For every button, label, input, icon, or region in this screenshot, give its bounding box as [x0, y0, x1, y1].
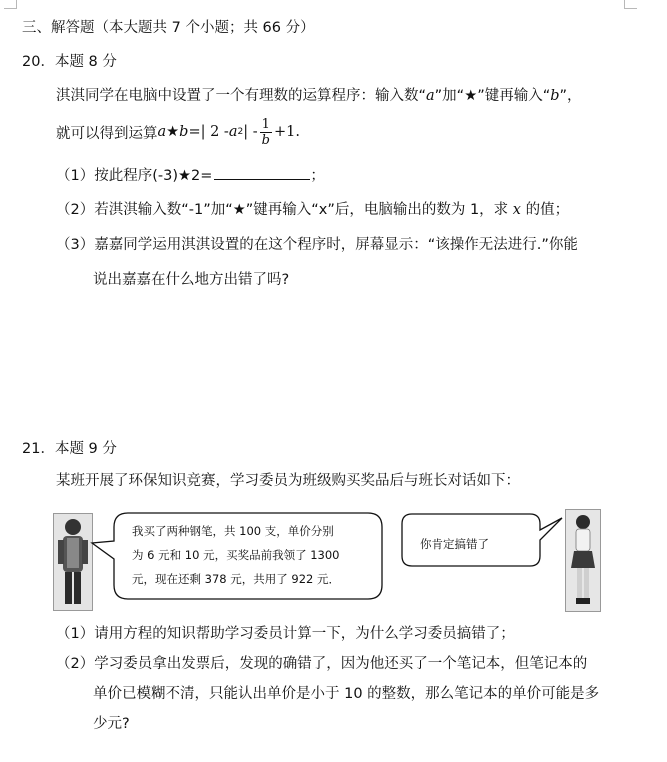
- answer-blank: [214, 167, 310, 180]
- page-corner-mark-left: [4, 0, 17, 9]
- q21-part2-cont-1: 单价已模糊不清，只能认出单价是小于 10 的整数，那么笔记本的单价可能是多: [93, 686, 600, 702]
- q20-intro: 淇淇同学在电脑中设置了一个有理数的运算程序：输入数“a”加“★”键再输入“b”，: [56, 88, 582, 104]
- student-boy-photo: [53, 513, 93, 611]
- q20-part2: （2）若淇淇输入数“-1”加“★”键再输入“x”后，电脑输出的数为 1，求 x 的值；: [56, 202, 570, 218]
- speech-bubble-right-text: 你肯定搞错了: [420, 537, 489, 551]
- speech-bubble-left-line-3: 元，现在还剩 378 元，共用了 922 元．: [132, 572, 341, 586]
- q20-fraction: $\frac{1}{b}$: [261, 116, 270, 148]
- q21-number: 21．本题 9 分: [22, 441, 117, 457]
- q20-part3: （3）嘉嘉同学运用淇淇设置的在这个程序时，屏幕显示：“该操作无法进行.”你能: [56, 237, 578, 253]
- q21-intro: 某班开展了环保知识竞赛，学习委员为班级购买奖品后与班长对话如下：: [56, 473, 520, 489]
- q20-part1: （1）按此程序(-3)★2= ；: [56, 168, 325, 184]
- q21-part1: （1）请用方程的知识帮助学习委员计算一下，为什么学习委员搞错了；: [56, 626, 515, 642]
- q20-formula: 就可以得到运算 a ★ b =| 2 - a 2 | - $\frac{1}{b}$ +1.: [56, 116, 300, 148]
- page-corner-mark-right: [624, 0, 637, 9]
- student-girl-photo: [565, 509, 601, 612]
- q21-part2: （2）学习委员拿出发票后，发现的确错了，因为他还买了一个笔记本，但笔记本的: [56, 656, 588, 672]
- section-header: 三、解答题（本大题共 7 个小题；共 66 分）: [22, 20, 315, 36]
- q20-number: 20．本题 8 分: [22, 54, 117, 70]
- q20-part3-cont: 说出嘉嘉在什么地方出错了吗?: [93, 272, 290, 288]
- q21-part2-cont-2: 少元?: [93, 716, 130, 732]
- speech-bubble-left-line-1: 我买了两种钢笔，共 100 支，单价分别: [132, 524, 334, 538]
- speech-bubble-left-line-2: 为 6 元和 10 元，买奖品前我领了 1300: [132, 548, 340, 562]
